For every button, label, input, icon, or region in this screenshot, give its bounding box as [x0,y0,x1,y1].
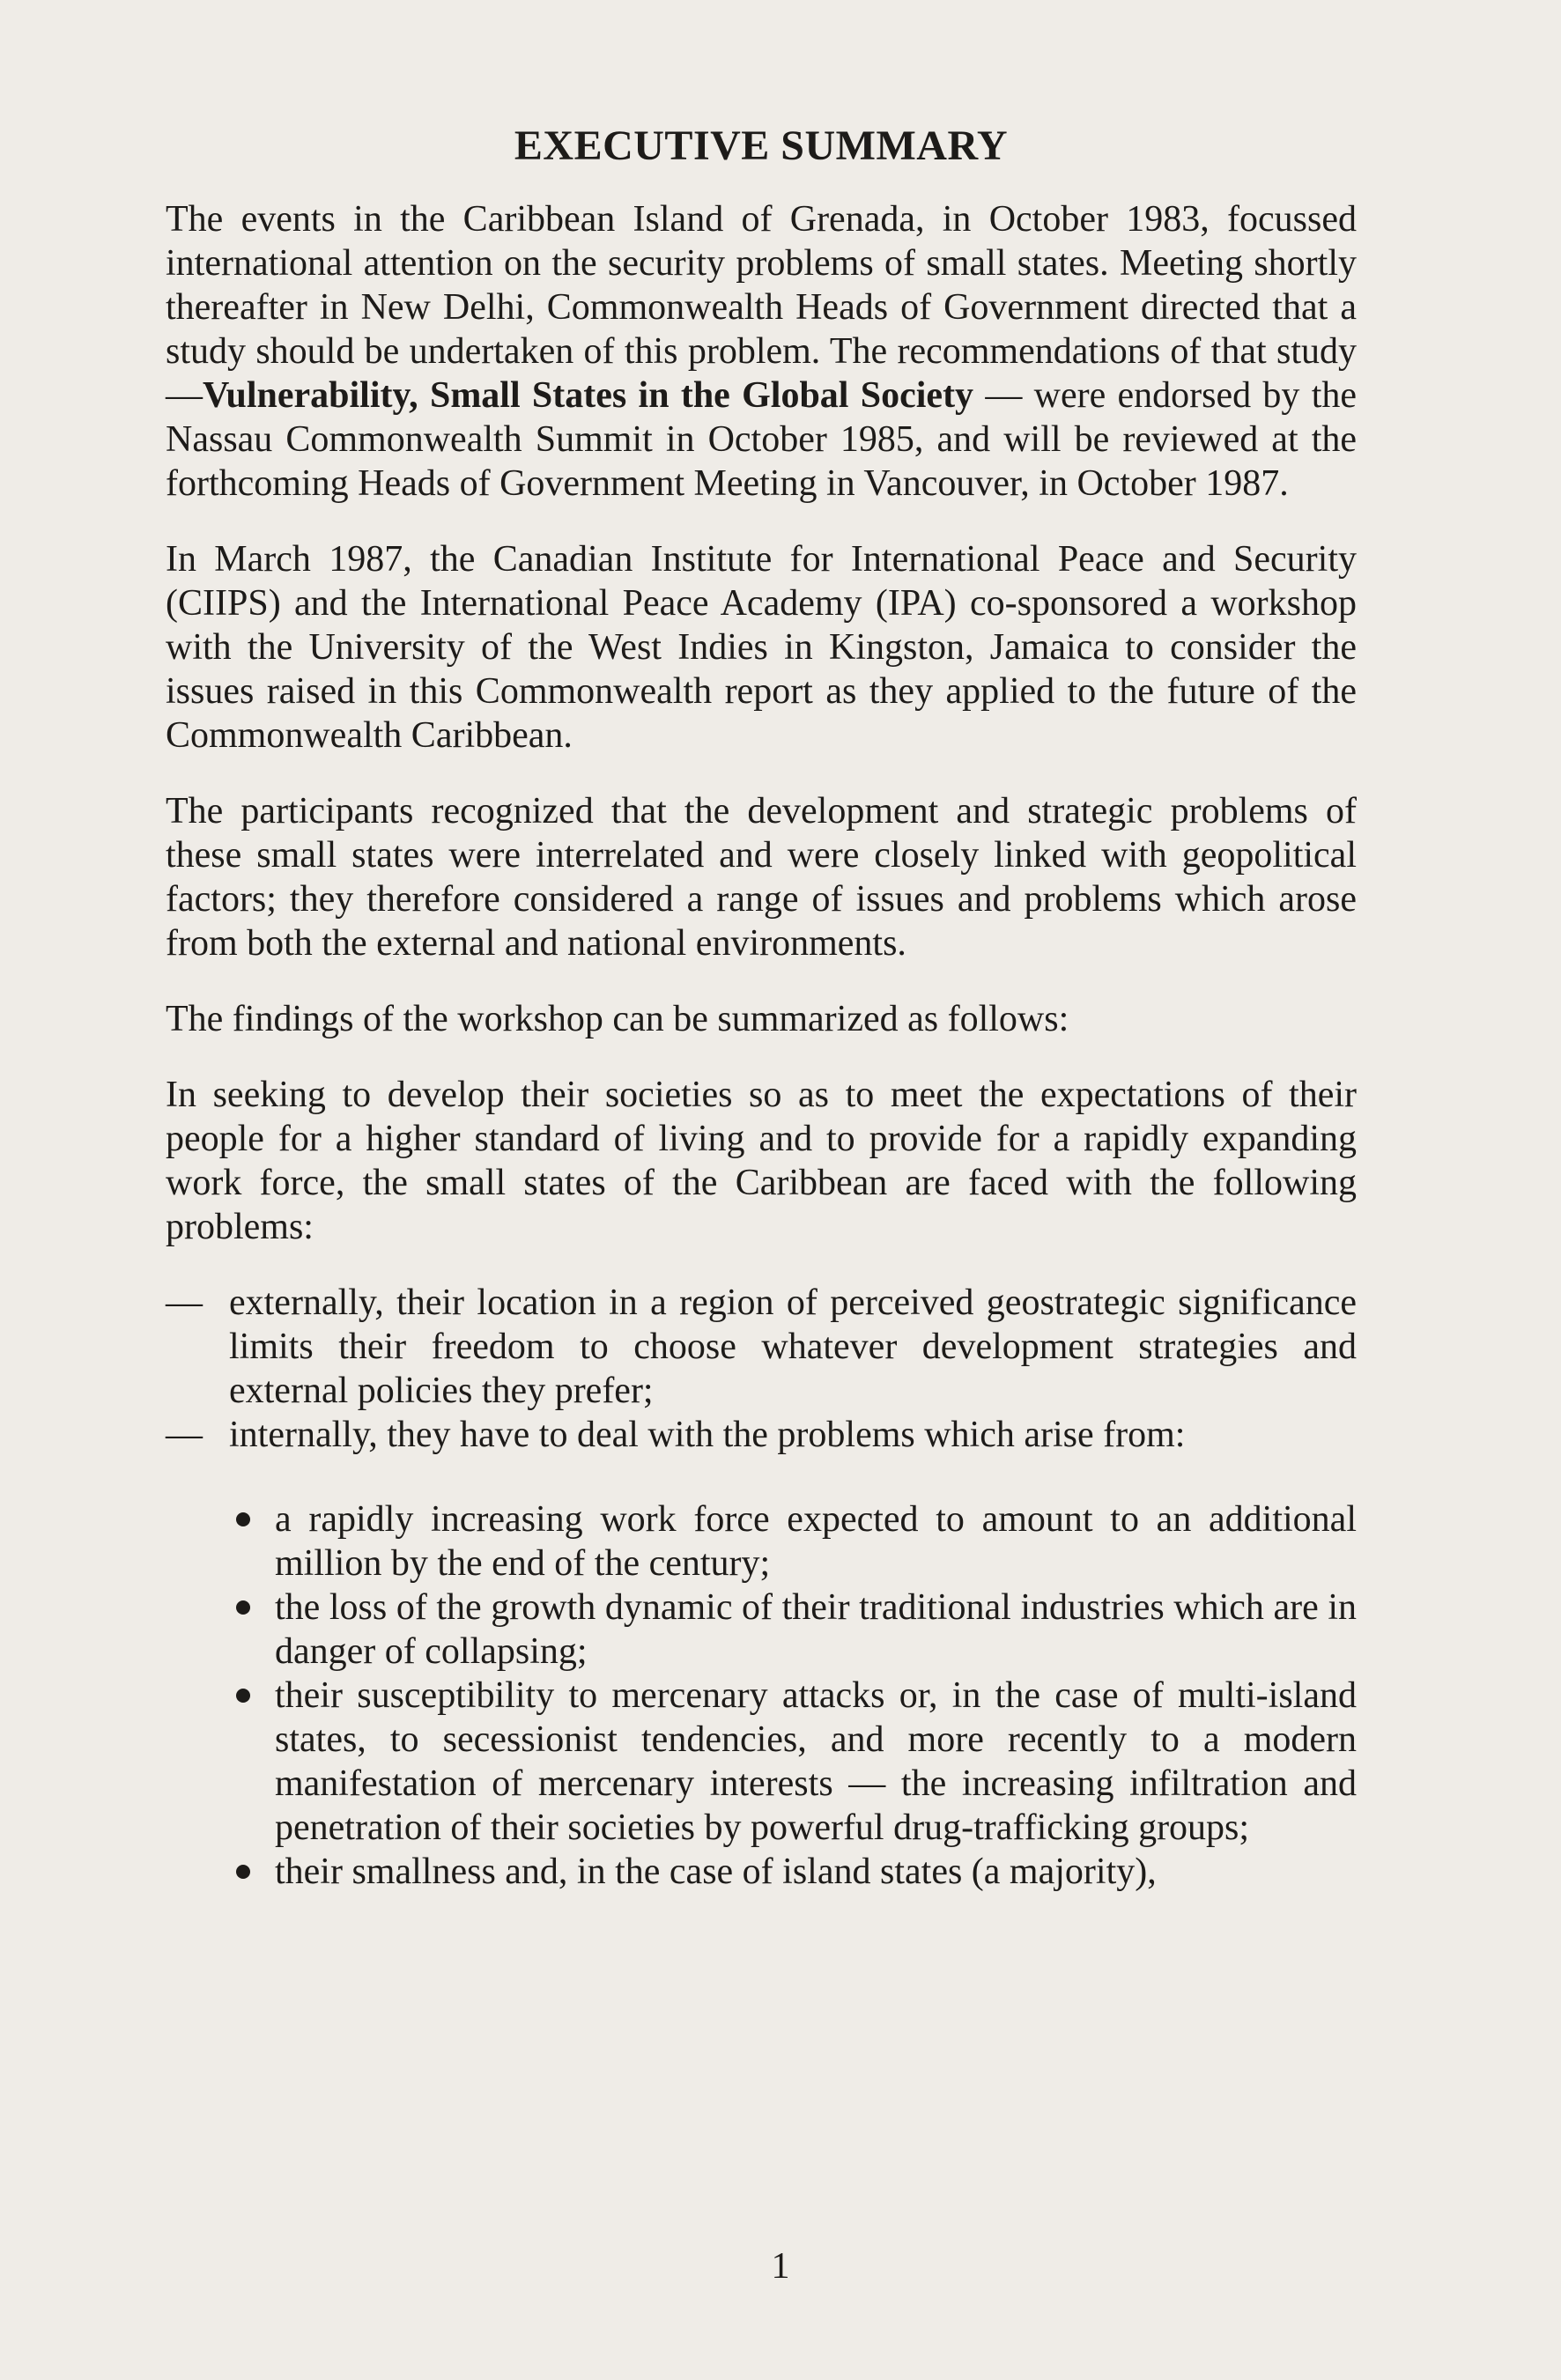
list-item-text: their smallness and, in the case of island states (a majority), [275,1852,1157,1892]
list-item [166,1413,1357,1457]
page-title: EXECUTIVE SUMMARY [514,122,1009,169]
page-number: 1 [771,2246,790,2287]
list-item-text: their susceptibility to mercenary attacks or, in the case of multi-island states, to secessionist tendencies, and more recently to a modern manifestation of mercenary interests — the increasing infiltration and penetration of their societies by powerful drug-trafficking groups; [275,1675,1357,1848]
paragraph-problems-intro: In seeking to develop their societies so as to meet the expectations of their people for a higher standard of living and to provide for a rapidly expanding work force, the small states of the Caribbean are faced with the following problems: [166,1075,1357,1247]
list-item [166,1585,1357,1674]
list-item [166,1674,1357,1850]
page-content [166,122,1357,1894]
paragraph-text: — were endorsed by the Nassau Commonwealth Summit in October 1985, and will be reviewed at the forthcoming Heads of Government Meeting in Vancouver, in October 1987. [166,375,1358,504]
bullet-icon [236,1865,250,1879]
dash-list [166,1281,1357,1457]
paragraph-workshop: In March 1987, the Canadian Institute for International Peace and Security (CIIPS) and the International Peace Academy (IPA) co-sponsored a workshop with the University of the West Indies in Kingston, Jamaica to consider the issues raised in this Commonwealth report as they applied to the future of the Commonwealth Caribbean. [166,539,1357,756]
list-item-text: the loss of the growth dynamic of their traditional industries which are in danger of collapsing; [275,1587,1357,1672]
report-title-bold: Vulnerability, Small States in the Global Society [203,375,974,416]
paragraph-findings-intro: The findings of the workshop can be summarized as follows: [166,999,1069,1039]
bullet-icon [236,1600,250,1615]
list-item-text: externally, their location in a region of perceived geostrategic significance limits their freedom to choose whatever development strategies and external policies they prefer; [229,1282,1357,1411]
list-item [166,1281,1357,1413]
paragraph-text: The events in the Caribbean Island of Grenada, in October 1983, focussed international attention on the security problems of small states. Meeting shortly thereafter in New Delhi, Commonwealth Heads of Government directed that a study should be undertaken of this problem. The recommendations of that study — [166,199,1357,416]
paragraph-participants: The participants recognized that the development and strategic problems of these small states were interrelated and were closely linked with geopolitical factors; they therefore considered a range of issues and problems which arose from both the external and national environments. [166,791,1357,964]
bullet-list [166,1497,1357,1894]
paragraph-grenada-events [166,197,1357,506]
list-item-text: internally, they have to deal with the problems which arise from: [229,1415,1186,1455]
list-item [166,1850,1357,1894]
bullet-icon [236,1689,250,1703]
list-item [166,1497,1357,1585]
list-item-text: a rapidly increasing work force expected to amount to an additional million by the end of the century; [275,1499,1357,1584]
dash-marker: — [166,1282,203,1323]
bullet-icon [236,1512,250,1526]
dash-marker: — [166,1415,203,1455]
